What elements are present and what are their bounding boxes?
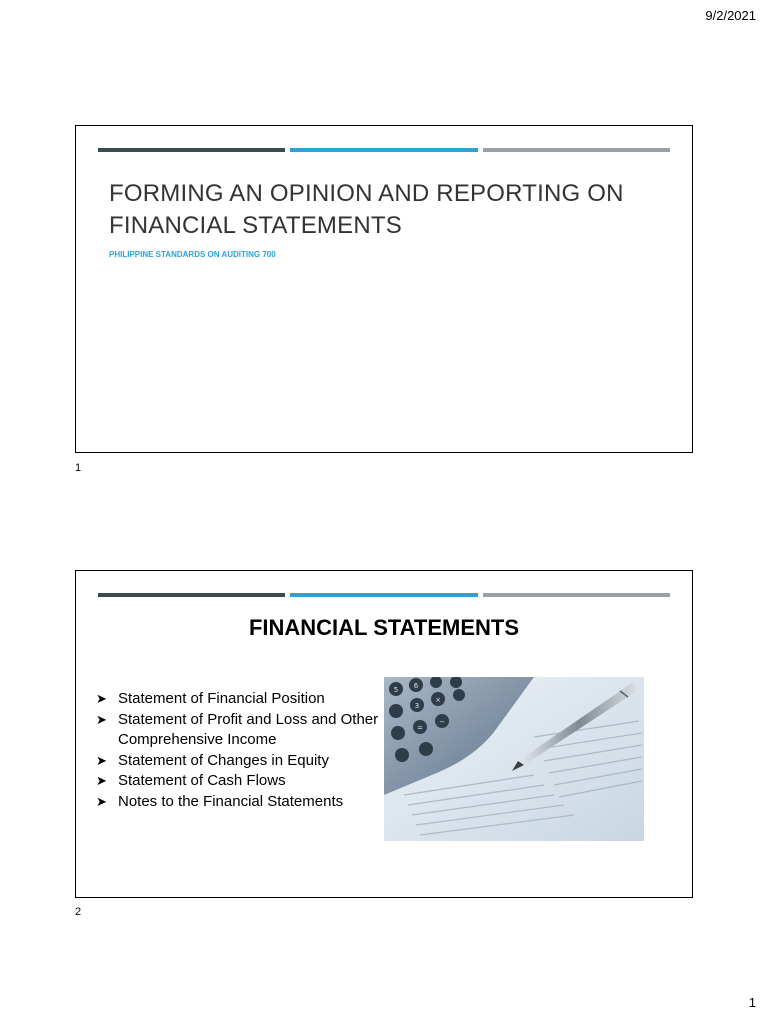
svg-text:−: − — [439, 718, 445, 726]
svg-text:5: 5 — [393, 686, 399, 694]
list-item — [96, 792, 386, 813]
accent-bar-dark — [98, 593, 285, 597]
slide-1-subtitle: PHILIPPINE STANDARDS ON AUDITING 700 — [109, 250, 276, 259]
slide-1-number: 1 — [75, 462, 82, 474]
svg-text:6: 6 — [413, 682, 419, 690]
list-item — [96, 710, 386, 751]
list-item-text: Statement of Profit and Loss and Other Comprehensive Income — [118, 710, 379, 748]
list-item — [96, 771, 386, 792]
slide-2 — [75, 570, 693, 898]
accent-bar-dark — [98, 148, 285, 152]
page-number: 1 — [748, 995, 756, 1010]
svg-text:=: = — [417, 724, 423, 732]
list-item-text: Notes to the Financial Statements — [118, 792, 344, 810]
list-item-text: Statement of Changes in Equity — [118, 751, 329, 769]
slide-1-title: FORMING AN OPINION AND REPORTING ON FINANCIAL STATEMENTS — [109, 180, 624, 239]
accent-bar-blue — [290, 593, 477, 597]
list-item — [96, 751, 386, 772]
arrow-bullet-icon: ➤ — [96, 793, 107, 809]
calculator-pen-statement-photo — [384, 677, 644, 841]
arrow-bullet-icon: ➤ — [96, 752, 107, 768]
arrow-bullet-icon: ➤ — [96, 711, 107, 727]
slide-1-accent-bars — [98, 148, 670, 152]
list-item — [96, 689, 386, 710]
list-item-text: Statement of Cash Flows — [118, 772, 286, 789]
accent-bar-blue — [290, 148, 477, 152]
arrow-bullet-icon: ➤ — [96, 773, 107, 788]
slide-2-heading: FINANCIAL STATEMENTS — [248, 615, 520, 640]
svg-text:3: 3 — [414, 702, 420, 710]
calculator-photo-icon — [384, 677, 644, 841]
accent-bar-gray — [483, 148, 670, 152]
page-date: 9/2/2021 — [705, 8, 756, 23]
slide-2-number: 2 — [75, 906, 82, 918]
slide-2-accent-bars — [98, 593, 670, 597]
accent-bar-gray — [483, 593, 670, 597]
svg-text:×: × — [435, 696, 441, 704]
statement-list — [96, 689, 386, 812]
slide-1 — [75, 125, 693, 453]
arrow-bullet-icon: ➤ — [96, 691, 107, 706]
list-item-text: Statement of Financial Position — [118, 690, 325, 707]
